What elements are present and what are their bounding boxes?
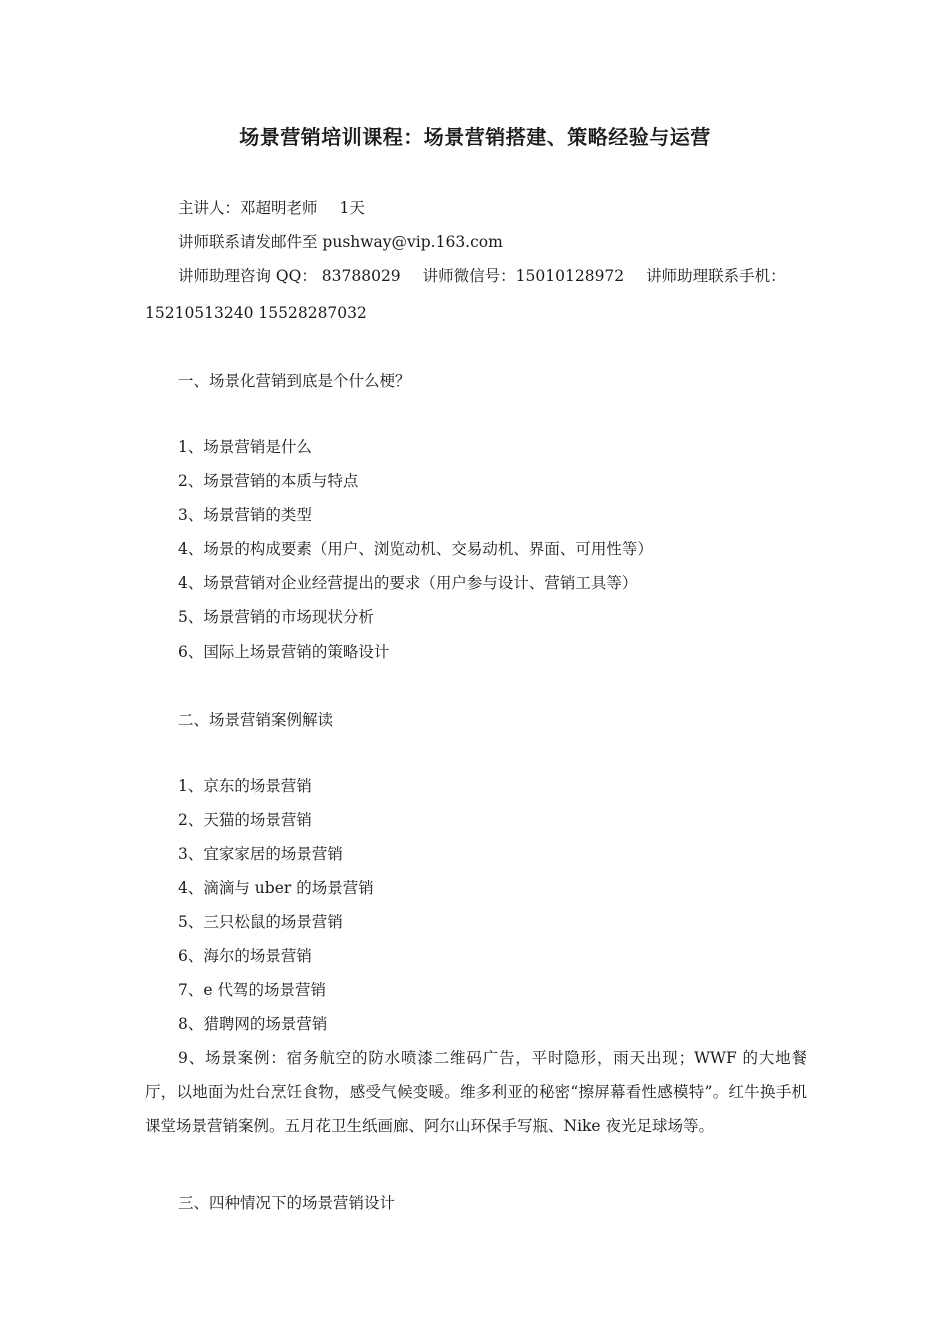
list-item: 4、滴滴与 uber 的场景营销 [178, 879, 374, 897]
contact-line [178, 265, 786, 287]
list-item: 5、场景营销的市场现状分析 [178, 608, 374, 626]
list-item: 3、宜家家居的场景营销 [178, 845, 343, 863]
course-duration: 1天 [339, 199, 365, 217]
list-item: 8、猎聘网的场景营销 [178, 1015, 328, 1033]
document-title: 场景营销培训课程：场景营销搭建、策略经验与运营 [239, 125, 711, 149]
case-paragraph: 9、场景案例：宿务航空的防水喷漆二维码广告，平时隐形，雨天出现；WWF 的大地餐厅，以地面为灶台烹饪食物，感受气候变暖。维多利亚的秘密“擦屏幕看性感模特”。红牛换手机课堂场景营销案例。五月花卫生纸画廊、阿尔山环保手写瓶、Nike 夜光足球场等。 [145, 1049, 807, 1135]
list-item: 6、国际上场景营销的策略设计 [178, 643, 390, 661]
list-item: 1、场景营销是什么 [178, 438, 312, 456]
phone-label: 讲师助理联系手机： [646, 267, 786, 285]
section-1-heading: 一、场景化营销到底是个什么梗？ [178, 372, 411, 390]
list-item: 3、场景营销的类型 [178, 506, 312, 524]
list-item: 7、e 代驾的场景营销 [178, 981, 326, 999]
speaker-name: 主讲人：邓超明老师 [178, 199, 318, 217]
section-3-heading: 三、四种情况下的场景营销设计 [178, 1194, 396, 1212]
list-item: 1、京东的场景营销 [178, 777, 312, 795]
section-2-heading: 二、场景营销案例解读 [178, 711, 334, 729]
list-item: 4、场景营销对企业经营提出的要求（用户参与设计、营销工具等） [178, 574, 638, 592]
list-item: 6、海尔的场景营销 [178, 947, 312, 965]
list-item: 2、场景营销的本质与特点 [178, 472, 359, 490]
list-item: 5、三只松鼠的场景营销 [178, 913, 343, 931]
phone-numbers: 15210513240 15528287032 [145, 304, 367, 322]
list-item: 4、场景的构成要素（用户、浏览动机、交易动机、界面、可用性等） [178, 540, 653, 558]
email-line: 讲师联系请发邮件至 pushway@vip.163.com [178, 233, 503, 251]
wechat-contact: 讲师微信号：15010128972 [422, 267, 625, 285]
list-item: 2、天猫的场景营销 [178, 811, 312, 829]
speaker-line [178, 197, 365, 219]
qq-contact: 讲师助理咨询 QQ： 83788029 [178, 267, 401, 285]
